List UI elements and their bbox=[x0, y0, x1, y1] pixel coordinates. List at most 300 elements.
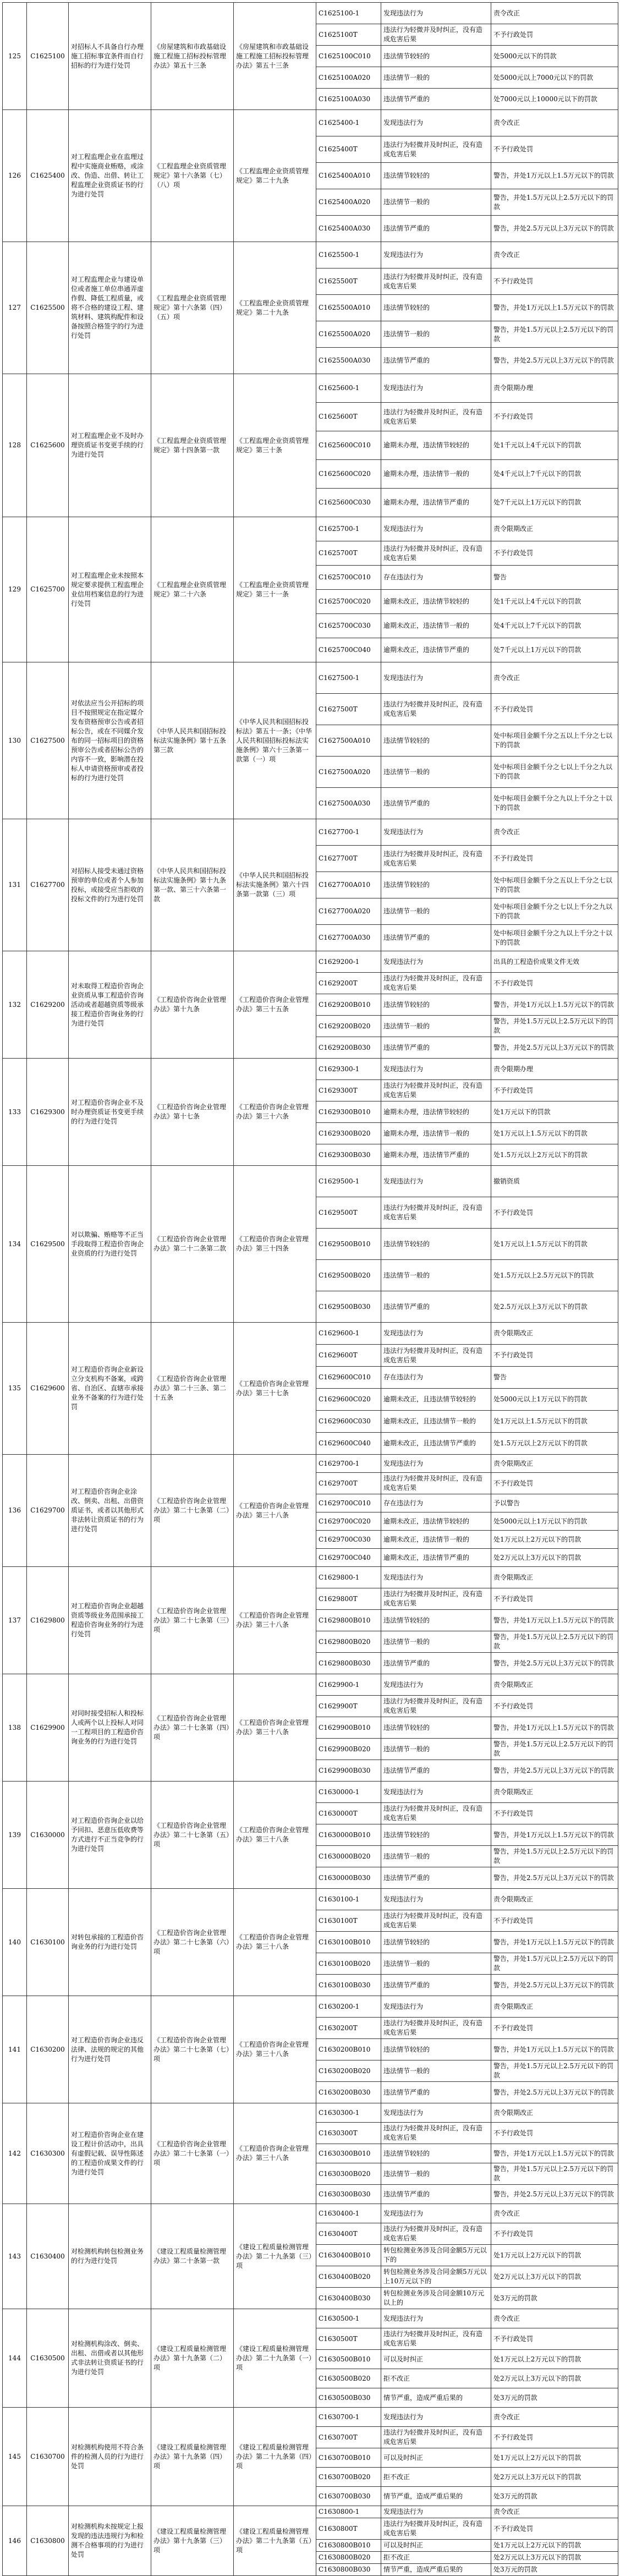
table-row bbox=[3, 2103, 618, 2123]
sub-item-code: C1630100T bbox=[316, 1910, 381, 1932]
table-row bbox=[3, 1455, 618, 1473]
item-name: 对工程造价咨询企业以给予回扣、恶意压低收费等方式进行不正当竞争的行为进行处罚 bbox=[69, 1782, 151, 1889]
item-number: 140 bbox=[3, 1889, 27, 1996]
sub-item-code: C1625500A030 bbox=[316, 348, 381, 374]
penalty-standard: 责令改正 bbox=[491, 819, 618, 846]
sub-item-code: C1630300B010 bbox=[316, 2144, 381, 2163]
penalty-standard: 不予行政处罚 bbox=[491, 1197, 618, 1229]
penalty-standard: 处2.5万元以上3万元以下的罚款 bbox=[491, 1291, 618, 1323]
penalty-standard: 处2万元以上3万元以下的罚款 bbox=[491, 1549, 618, 1567]
violation-circumstance: 逾期未改正，违法情节一般的 bbox=[381, 1531, 491, 1549]
item-number: 128 bbox=[3, 374, 27, 517]
penalty-basis: 《工程监理企业资质管理规定》第二十九条 bbox=[234, 110, 316, 242]
penalty-basis: 《工程监理企业资质管理规定》第三十一条 bbox=[234, 517, 316, 662]
table-row bbox=[3, 2204, 618, 2223]
penalty-standard: 警告，并处1万元以上1.5万元以下的罚款 bbox=[491, 994, 618, 1016]
violation-circumstance: 违法行为轻微并及时纠正，没有造成危害后果 bbox=[381, 1588, 491, 1610]
penalty-standard: 处1万元以上1.5万元以下的罚款 bbox=[491, 1123, 618, 1144]
item-number: 134 bbox=[3, 1166, 27, 1323]
penalty-standard: 处1万元以上2万元以下的罚款 bbox=[491, 1531, 618, 1549]
penalty-standard: 不予行政处罚 bbox=[491, 541, 618, 566]
penalty-standard: 不予行政处罚 bbox=[491, 2518, 618, 2540]
item-code: C1630700 bbox=[27, 2408, 69, 2506]
table-row bbox=[3, 1996, 618, 2018]
violation-circumstance: 转包检测业务涉及合同金额10万元以上的 bbox=[381, 2288, 491, 2309]
violation-basis: 《工程监理企业资质管理规定》第十六条第（四）（五）项 bbox=[151, 242, 234, 374]
sub-item-code: C1625500A020 bbox=[316, 321, 381, 348]
sub-item-code: C1630300B020 bbox=[316, 2163, 381, 2185]
penalty-basis: 《建设工程质量检测管理办法》第二十九条第（五）项 bbox=[234, 2506, 316, 2576]
penalty-standard: 处3万元的罚款 bbox=[491, 2487, 618, 2506]
violation-circumstance: 发现违法行为 bbox=[381, 1782, 491, 1803]
penalty-basis: 《工程造价咨询企业管理办法》第三十八条 bbox=[234, 1567, 316, 1674]
sub-item-code: C1625600C030 bbox=[316, 489, 381, 517]
table-row bbox=[3, 1567, 618, 1588]
sub-item-code: C1630500T bbox=[316, 2328, 381, 2350]
violation-circumstance: 违法情节一般的 bbox=[381, 321, 491, 348]
penalty-standard: 处中标项目金额千分之五以上千分之七以下的罚款 bbox=[491, 872, 618, 898]
violation-circumstance: 发现违法行为 bbox=[381, 951, 491, 973]
penalty-basis: 《工程造价咨询企业管理办法》第三十六条 bbox=[234, 1059, 316, 1166]
sub-item-code: C1629800B030 bbox=[316, 1653, 381, 1674]
penalty-basis: 《工程造价咨询企业管理办法》第三十八条 bbox=[234, 1455, 316, 1567]
violation-circumstance: 违法情节一般的 bbox=[381, 1953, 491, 1975]
penalty-standard: 责令限期改正 bbox=[491, 1996, 618, 2018]
penalty-standard: 处3万元的罚款 bbox=[491, 2388, 618, 2408]
violation-circumstance: 违法情节严重的 bbox=[381, 89, 491, 110]
sub-item-code: C1630000B030 bbox=[316, 1867, 381, 1889]
sub-item-code: C1630500B020 bbox=[316, 2369, 381, 2388]
violation-basis: 《建设工程质量检测管理办法》第二十条第一款 bbox=[151, 2204, 234, 2309]
sub-item-code: C1625500-1 bbox=[316, 242, 381, 268]
penalty-standard: 警告，并处2.5万元以上3万元以下的罚款 bbox=[491, 1037, 618, 1059]
item-number: 138 bbox=[3, 1674, 27, 1782]
item-name: 对招标人不具备自行办理施工招标事宜条件而自行招标的行为进行处罚 bbox=[69, 3, 151, 110]
item-number: 133 bbox=[3, 1059, 27, 1166]
penalty-basis: 《工程造价咨询企业管理办法》第三十七条 bbox=[234, 1323, 316, 1455]
violation-circumstance: 情节严重，造成严重后果的 bbox=[381, 2388, 491, 2408]
violation-circumstance: 违法行为轻微并及时纠正，没有造成危害后果 bbox=[381, 268, 491, 295]
penalty-standard: 处1万元以上1.5万元以下的罚款 bbox=[491, 1229, 618, 1260]
table-row bbox=[3, 1889, 618, 1910]
sub-item-code: C1629500-1 bbox=[316, 1166, 381, 1197]
sub-item-code: C1629700C040 bbox=[316, 1549, 381, 1567]
table-row bbox=[3, 374, 618, 403]
violation-circumstance: 违法情节一般的 bbox=[381, 189, 491, 216]
sub-item-code: C1625400-1 bbox=[316, 110, 381, 136]
violation-circumstance: 发现违法行为 bbox=[381, 2506, 491, 2518]
penalty-standard: 处中标项目金额千分之九以上千分之十以下的罚款 bbox=[491, 788, 618, 819]
penalty-standard: 处1万元以上2万元以下的罚款 bbox=[491, 2350, 618, 2369]
penalty-basis: 《中华人民共和国招标投标法实施条例》第六十四条第一款第（三）项 bbox=[234, 819, 316, 951]
sub-item-code: C1630300-1 bbox=[316, 2103, 381, 2123]
violation-basis: 《工程造价咨询企业管理办法》第二十七条第（三）项 bbox=[151, 1567, 234, 1674]
violation-circumstance: 违法情节一般的 bbox=[381, 2163, 491, 2185]
violation-circumstance: 违法情节严重的 bbox=[381, 348, 491, 374]
violation-circumstance: 可以及时纠正 bbox=[381, 2540, 491, 2552]
item-number: 126 bbox=[3, 110, 27, 242]
violation-circumstance: 违法行为轻微并及时纠正，没有造成危害后果 bbox=[381, 1696, 491, 1717]
sub-item-code: C1627500T bbox=[316, 694, 381, 725]
violation-circumstance: 发现违法行为 bbox=[381, 1674, 491, 1696]
sub-item-code: C1630700B010 bbox=[316, 2448, 381, 2468]
violation-circumstance: 存在违法行为 bbox=[381, 1367, 491, 1389]
sub-item-code: C1625400A030 bbox=[316, 216, 381, 242]
sub-item-code: C1630700T bbox=[316, 2427, 381, 2448]
sub-item-code: C1629900T bbox=[316, 1696, 381, 1717]
violation-circumstance: 违法情节较轻的 bbox=[381, 46, 491, 67]
penalty-standard: 不予行政处罚 bbox=[491, 2223, 618, 2245]
sub-item-code: C1630400B030 bbox=[316, 2288, 381, 2309]
sub-item-code: C1629500B020 bbox=[316, 1260, 381, 1291]
penalty-standard: 警告，并处2.5万元以上3万元以下的罚款 bbox=[491, 2185, 618, 2204]
violation-basis: 《工程造价咨询企业管理办法》第十九条 bbox=[151, 951, 234, 1059]
violation-circumstance: 违法情节一般的 bbox=[381, 67, 491, 89]
penalty-standard: 处1万元以上1.5万元以下的罚款 bbox=[491, 1411, 618, 1433]
penalty-standard: 处1万元以上2万元以下的罚款 bbox=[491, 2245, 618, 2266]
sub-item-code: C1625100T bbox=[316, 24, 381, 46]
violation-circumstance: 拒不改正 bbox=[381, 2552, 491, 2564]
sub-item-code: C1630400-1 bbox=[316, 2204, 381, 2223]
violation-circumstance: 违法行为轻微并及时纠正，没有造成危害后果 bbox=[381, 973, 491, 994]
penalty-standard: 警告 bbox=[491, 566, 618, 590]
violation-basis: 《建设工程质量检测管理办法》第十九条第（四）项 bbox=[151, 2408, 234, 2506]
table-row bbox=[3, 2506, 618, 2518]
violation-circumstance: 逾期未改正，违法情节严重的 bbox=[381, 638, 491, 662]
penalty-standard: 警告，并处1万元以上1.5万元以下的罚款 bbox=[491, 295, 618, 321]
penalty-standard: 出具的工程造价成果文件无效 bbox=[491, 951, 618, 973]
sub-item-code: C1629600C020 bbox=[316, 1389, 381, 1411]
sub-item-code: C1630100-1 bbox=[316, 1889, 381, 1910]
sub-item-code: C1630100B010 bbox=[316, 1932, 381, 1953]
penalty-standard: 处中标项目金额千分之七以上千分之九以下的罚款 bbox=[491, 898, 618, 925]
violation-circumstance: 违法情节一般的 bbox=[381, 1739, 491, 1760]
violation-circumstance: 违法情节较轻的 bbox=[381, 1610, 491, 1631]
item-code: C1629800 bbox=[27, 1567, 69, 1674]
item-name: 对工程监理企业与建设单位或者施工单位串通弄虚作假、降低工程质量，或将不合格的建设工程、建筑材料、建筑构配件和设备按照合格签字的行为进行处罚 bbox=[69, 242, 151, 374]
table-row bbox=[3, 1323, 618, 1345]
table-body bbox=[3, 3, 618, 2576]
penalty-standard: 不予行政处罚 bbox=[491, 1345, 618, 1367]
violation-basis: 《中华人民共和国招标投标法实施条例》第十九条第一款、第三十六条第一款 bbox=[151, 819, 234, 951]
violation-circumstance: 违法情节严重的 bbox=[381, 2185, 491, 2204]
sub-item-code: C1629300B030 bbox=[316, 1144, 381, 1166]
item-number: 129 bbox=[3, 517, 27, 662]
penalty-basis: 《工程造价咨询企业管理办法》第三十四条 bbox=[234, 1166, 316, 1323]
violation-circumstance: 违法情节较轻的 bbox=[381, 163, 491, 189]
violation-circumstance: 逾期未改正，且违法情节严重的 bbox=[381, 1433, 491, 1455]
sub-item-code: C1630400B010 bbox=[316, 2245, 381, 2266]
violation-basis: 《工程造价咨询企业管理办法》第二十七条第（四）项 bbox=[151, 1674, 234, 1782]
item-number: 136 bbox=[3, 1455, 27, 1567]
sub-item-code: C1625100A020 bbox=[316, 67, 381, 89]
violation-circumstance: 发现违法行为 bbox=[381, 1889, 491, 1910]
penalty-standard: 警告，并处1.5万元以上2.5万元以下的罚款 bbox=[491, 2060, 618, 2082]
penalty-standard: 警告，并处1万元以上1.5万元以下的罚款 bbox=[491, 1717, 618, 1739]
penalty-standard: 责令限期改正 bbox=[491, 1782, 618, 1803]
sub-item-code: C1630800T bbox=[316, 2518, 381, 2540]
item-name: 对工程造价咨询企业不及时办理资质证书变更手续的行为进行处罚 bbox=[69, 1059, 151, 1166]
penalty-standard: 不予行政处罚 bbox=[491, 2018, 618, 2039]
penalty-standard: 处4千元以上7千元以下的罚款 bbox=[491, 460, 618, 489]
item-code: C1629600 bbox=[27, 1323, 69, 1455]
violation-circumstance: 发现违法行为 bbox=[381, 2309, 491, 2328]
penalty-standard: 责令改正 bbox=[491, 3, 618, 24]
penalty-basis: 《工程造价咨询企业管理办法》第三十八条 bbox=[234, 1782, 316, 1889]
sub-item-code: C1629600-1 bbox=[316, 1323, 381, 1345]
violation-circumstance: 违法情节一般的 bbox=[381, 757, 491, 788]
sub-item-code: C1629600C040 bbox=[316, 1433, 381, 1455]
sub-item-code: C1629700C010 bbox=[316, 1494, 381, 1512]
sub-item-code: C1629300T bbox=[316, 1080, 381, 1101]
violation-circumstance: 违法行为轻微并及时纠正，没有造成危害后果 bbox=[381, 1345, 491, 1367]
violation-circumstance: 违法行为轻微并及时纠正，没有造成危害后果 bbox=[381, 1197, 491, 1229]
table-row bbox=[3, 1059, 618, 1080]
penalty-standard: 责令改正 bbox=[491, 2506, 618, 2518]
sub-item-code: C1630200T bbox=[316, 2018, 381, 2039]
penalty-standard: 责令改正 bbox=[491, 662, 618, 694]
violation-basis: 《工程造价咨询企业管理办法》第十七条 bbox=[151, 1059, 234, 1166]
penalty-standard: 警告，并处2.5万元以上3万元以下的罚款 bbox=[491, 216, 618, 242]
sub-item-code: C1625700-1 bbox=[316, 517, 381, 541]
penalty-standard: 责令限期改正 bbox=[491, 2103, 618, 2123]
penalty-standard: 责令改正 bbox=[491, 2204, 618, 2223]
item-code: C1627700 bbox=[27, 819, 69, 951]
table-row bbox=[3, 951, 618, 973]
table-row bbox=[3, 1674, 618, 1696]
penalty-standard: 处7千元以上1万元以下的罚款 bbox=[491, 638, 618, 662]
penalty-basis: 《工程造价咨询企业管理办法》第三十八条 bbox=[234, 1889, 316, 1996]
item-code: C1625100 bbox=[27, 3, 69, 110]
penalty-standard: 警告，并处1.5万元以上2.5万元以下的罚款 bbox=[491, 189, 618, 216]
violation-basis: 《工程造价咨询企业管理办法》第二十三条、第二十五条 bbox=[151, 1323, 234, 1455]
penalty-standard: 不予行政处罚 bbox=[491, 973, 618, 994]
penalty-standard: 不予行政处罚 bbox=[491, 2328, 618, 2350]
item-code: C1625400 bbox=[27, 110, 69, 242]
item-code: C1629900 bbox=[27, 1674, 69, 1782]
violation-circumstance: 逾期未改正，违法情节较轻的 bbox=[381, 1512, 491, 1531]
violation-circumstance: 逾期未改正，且违法情节较轻的 bbox=[381, 1389, 491, 1411]
violation-circumstance: 违法行为轻微并及时纠正，没有造成危害后果 bbox=[381, 2018, 491, 2039]
violation-circumstance: 违法行为轻微并及时纠正，没有造成危害后果 bbox=[381, 1080, 491, 1101]
penalty-standard: 处1千元以上4千元以下的罚款 bbox=[491, 590, 618, 614]
item-code: C1630500 bbox=[27, 2309, 69, 2408]
sub-item-code: C1629700T bbox=[316, 1473, 381, 1494]
sub-item-code: C1625700C020 bbox=[316, 590, 381, 614]
penalty-standard: 处7千元以上1万元以下的罚款 bbox=[491, 489, 618, 517]
sub-item-code: C1629200T bbox=[316, 973, 381, 994]
violation-circumstance: 逾期未改正，违法情节一般的 bbox=[381, 614, 491, 638]
sub-item-code: C1625600-1 bbox=[316, 374, 381, 403]
penalty-basis: 《建设工程质量检测管理办法》第二十九条第（三）项 bbox=[234, 2204, 316, 2309]
penalty-standard: 不予行政处罚 bbox=[491, 1910, 618, 1932]
sub-item-code: C1629500B030 bbox=[316, 1291, 381, 1323]
sub-item-code: C1630200-1 bbox=[316, 1996, 381, 2018]
item-code: C1625600 bbox=[27, 374, 69, 517]
violation-circumstance: 转包检测业务涉及合同金额5万元以上10万元以下的 bbox=[381, 2266, 491, 2288]
penalty-standard: 警告，并处2.5万元以上3万元以下的罚款 bbox=[491, 1867, 618, 1889]
violation-circumstance: 违法情节严重的 bbox=[381, 1867, 491, 1889]
violation-circumstance: 违法情节严重的 bbox=[381, 1653, 491, 1674]
item-number: 131 bbox=[3, 819, 27, 951]
penalty-standard: 不予行政处罚 bbox=[491, 268, 618, 295]
item-number: 141 bbox=[3, 1996, 27, 2103]
sub-item-code: C1625600C010 bbox=[316, 431, 381, 460]
sub-item-code: C1625700C010 bbox=[316, 566, 381, 590]
violation-circumstance: 违法情节较轻的 bbox=[381, 2039, 491, 2060]
sub-item-code: C1629700C030 bbox=[316, 1531, 381, 1549]
violation-circumstance: 逾期未改正，违法情节较轻的 bbox=[381, 590, 491, 614]
item-code: C1625500 bbox=[27, 242, 69, 374]
violation-circumstance: 违法行为轻微并及时纠正，没有造成危害后果 bbox=[381, 2123, 491, 2144]
penalty-standard: 责令限期改正 bbox=[491, 1323, 618, 1345]
item-name: 对工程监理企业不及时办理资质证书变更手续的行为进行处罚 bbox=[69, 374, 151, 517]
penalty-standard: 不予行政处罚 bbox=[491, 694, 618, 725]
penalty-standard: 处1.5万元以上2万元以下的罚款 bbox=[491, 1144, 618, 1166]
violation-basis: 《建设工程质量检测管理办法》第十九条第（三）项 bbox=[151, 2506, 234, 2576]
violation-circumstance: 可以及时纠正 bbox=[381, 2350, 491, 2369]
violation-circumstance: 违法情节一般的 bbox=[381, 1846, 491, 1867]
penalty-standard: 责令限期改正 bbox=[491, 1455, 618, 1473]
penalty-standard: 处1.5万元以上2万元以下的罚款 bbox=[491, 1433, 618, 1455]
item-name: 对工程造价咨询企业违反法律、法规的规定的其他行为进行处罚 bbox=[69, 1996, 151, 2103]
violation-basis: 《工程造价咨询企业管理办法》第二十七条第（六）项 bbox=[151, 1889, 234, 1996]
sub-item-code: C1627500A030 bbox=[316, 788, 381, 819]
violation-circumstance: 违法行为轻微并及时纠正，没有造成危害后果 bbox=[381, 136, 491, 163]
penalty-standard: 不予行政处罚 bbox=[491, 1080, 618, 1101]
penalty-standard: 警告，并处2.5万元以上3万元以下的罚款 bbox=[491, 348, 618, 374]
penalty-standard: 警告，并处1.5万元以上2.5万元以下的罚款 bbox=[491, 321, 618, 348]
violation-circumstance: 存在违法行为 bbox=[381, 566, 491, 590]
sub-item-code: C1627500A010 bbox=[316, 725, 381, 757]
item-number: 137 bbox=[3, 1567, 27, 1674]
penalty-standard: 警告，并处2.5万元以上3万元以下的罚款 bbox=[491, 1653, 618, 1674]
sub-item-code: C1629600C010 bbox=[316, 1367, 381, 1389]
sub-item-code: C1627700A010 bbox=[316, 872, 381, 898]
sub-item-code: C1625700T bbox=[316, 541, 381, 566]
violation-basis: 《工程造价咨询企业管理办法》第二十七条第（五）项 bbox=[151, 1782, 234, 1889]
penalty-basis: 《工程造价咨询企业管理办法》第三十八条 bbox=[234, 1674, 316, 1782]
penalty-basis: 《中华人民共和国招标投标法》第五十一条；《中华人民共和国招标投标法实施条例》第六十三条第一款第（一）项 bbox=[234, 662, 316, 819]
violation-circumstance: 逾期未办理，违法情节严重的 bbox=[381, 489, 491, 517]
item-name: 对依法应当公开招标的项目不按照规定在指定媒介发布资格预审公告或者招标公告，或在不同媒介发布的同一招标项目的资格预审公告或者招标公告的内容不一致，影响潜在投标人申请资格预审或者投标的行为进行处罚 bbox=[69, 662, 151, 819]
violation-basis: 《工程监理企业资质管理规定》第十四条第一款 bbox=[151, 374, 234, 517]
sub-item-code: C1629200-1 bbox=[316, 951, 381, 973]
sub-item-code: C1630800B020 bbox=[316, 2552, 381, 2564]
penalty-basis: 《工程造价咨询企业管理办法》第三十五条 bbox=[234, 951, 316, 1059]
violation-circumstance: 违法情节一般的 bbox=[381, 1631, 491, 1653]
penalty-standard: 处1.5万元以上2.5万元以下的罚款 bbox=[491, 1260, 618, 1291]
sub-item-code: C1629800B010 bbox=[316, 1610, 381, 1631]
sub-item-code: C1629200B010 bbox=[316, 994, 381, 1016]
penalty-standard: 责令限期改正 bbox=[491, 1567, 618, 1588]
table-row bbox=[3, 110, 618, 136]
penalty-standard: 不予行政处罚 bbox=[491, 2427, 618, 2448]
sub-item-code: C1625600C020 bbox=[316, 460, 381, 489]
item-name: 对未取得工程造价咨询企业资质从事工程造价咨询活动或者超越资质等级承接工程造价咨询业务的行为进行处罚 bbox=[69, 951, 151, 1059]
sub-item-code: C1625500A010 bbox=[316, 295, 381, 321]
violation-basis: 《工程监理企业资质管理规定》第十六条第（七）（八）项 bbox=[151, 110, 234, 242]
item-number: 127 bbox=[3, 242, 27, 374]
item-name: 对同时接受招标人和投标人或两个以上投标人对同一工程项目的工程造价咨询业务的行为进行处罚 bbox=[69, 1674, 151, 1782]
sub-item-code: C1629800B020 bbox=[316, 1631, 381, 1653]
penalty-standard: 不予行政处罚 bbox=[491, 1803, 618, 1824]
sub-item-code: C1630200B020 bbox=[316, 2060, 381, 2082]
sub-item-code: C1630700-1 bbox=[316, 2408, 381, 2427]
penalty-standard: 处7000元以上10000元以下的罚款 bbox=[491, 89, 618, 110]
violation-circumstance: 违法情节严重的 bbox=[381, 1037, 491, 1059]
item-code: C1630400 bbox=[27, 2204, 69, 2309]
item-name: 对工程监理企业在监理过程中实施商业贿赂，或涂改、伪造、出借、转让工程监理企业资质证书的行为进行处罚 bbox=[69, 110, 151, 242]
penalty-standard: 处1千元以上4千元以下的罚款 bbox=[491, 431, 618, 460]
penalty-standard: 处3万元的罚款 bbox=[491, 2564, 618, 2576]
violation-circumstance: 发现违法行为 bbox=[381, 110, 491, 136]
item-code: C1630200 bbox=[27, 1996, 69, 2103]
violation-circumstance: 发现违法行为 bbox=[381, 517, 491, 541]
item-code: C1629200 bbox=[27, 951, 69, 1059]
violation-circumstance: 违法情节较轻的 bbox=[381, 1932, 491, 1953]
sub-item-code: C1625700C040 bbox=[316, 638, 381, 662]
penalty-basis: 《工程造价咨询企业管理办法》第三十八条 bbox=[234, 2103, 316, 2204]
violation-basis: 《工程造价咨询企业管理办法》第二十七条第（二）项 bbox=[151, 1455, 234, 1567]
violation-circumstance: 违法情节严重的 bbox=[381, 1975, 491, 1996]
violation-circumstance: 发现违法行为 bbox=[381, 374, 491, 403]
violation-circumstance: 违法情节较轻的 bbox=[381, 994, 491, 1016]
sub-item-code: C1625100-1 bbox=[316, 3, 381, 24]
penalty-standard: 不予行政处罚 bbox=[491, 1696, 618, 1717]
violation-circumstance: 违法情节严重的 bbox=[381, 1760, 491, 1782]
sub-item-code: C1627500A020 bbox=[316, 757, 381, 788]
penalty-standard: 警告，并处1万元以上1.5万元以下的罚款 bbox=[491, 1932, 618, 1953]
sub-item-code: C1625400T bbox=[316, 136, 381, 163]
penalty-standard: 警告，并处1万元以上1.5万元以下的罚款 bbox=[491, 2039, 618, 2060]
item-code: C1629500 bbox=[27, 1166, 69, 1323]
violation-circumstance: 违法情节较轻的 bbox=[381, 872, 491, 898]
table-row bbox=[3, 517, 618, 541]
penalty-standard: 予以警告 bbox=[491, 1494, 618, 1512]
item-code: C1630000 bbox=[27, 1782, 69, 1889]
sub-item-code: C1630000B020 bbox=[316, 1846, 381, 1867]
sub-item-code: C1625500T bbox=[316, 268, 381, 295]
violation-basis: 《工程造价咨询企业管理办法》第二十七条第（一）项 bbox=[151, 2103, 234, 2204]
violation-circumstance: 违法情节较轻的 bbox=[381, 1229, 491, 1260]
violation-basis: 《建设工程质量检测管理办法》第十九条第（二）项 bbox=[151, 2309, 234, 2408]
penalty-standard: 处1万元以下的罚款 bbox=[491, 1101, 618, 1123]
item-name: 对工程造价咨询企业超越资质等级业务范围承接工程造价咨询业务的行为进行处罚 bbox=[69, 1567, 151, 1674]
violation-circumstance: 违法情节严重的 bbox=[381, 1291, 491, 1323]
sub-item-code: C1625100C010 bbox=[316, 46, 381, 67]
violation-circumstance: 违法情节较轻的 bbox=[381, 2144, 491, 2163]
sub-item-code: C1630400T bbox=[316, 2223, 381, 2245]
violation-circumstance: 违法行为轻微并及时纠正，没有造成危害后果 bbox=[381, 2223, 491, 2245]
violation-circumstance: 发现违法行为 bbox=[381, 2103, 491, 2123]
penalty-standard: 不予行政处罚 bbox=[491, 1588, 618, 1610]
penalty-standard: 处中标项目金额千分之七以上千分之九以下的罚款 bbox=[491, 757, 618, 788]
item-number: 139 bbox=[3, 1782, 27, 1889]
penalty-standard: 警告，并处2.5万元以上3万元以下的罚款 bbox=[491, 1975, 618, 1996]
table-row bbox=[3, 1782, 618, 1803]
violation-basis: 《房屋建筑和市政基础设施工程施工招标投标管理办法》第五十三条 bbox=[151, 3, 234, 110]
sub-item-code: C1629300-1 bbox=[316, 1059, 381, 1080]
violation-circumstance: 发现违法行为 bbox=[381, 1455, 491, 1473]
item-code: C1629300 bbox=[27, 1059, 69, 1166]
penalty-standard: 责令限期改正 bbox=[491, 517, 618, 541]
item-name: 对工程监理企业未按照本规定要求提供工程监理企业信用档案信息的行为进行处罚 bbox=[69, 517, 151, 662]
penalty-standard: 警告，并处1万元以上1.5万元以下的罚款 bbox=[491, 1824, 618, 1846]
penalty-standard: 不予行政处罚 bbox=[491, 136, 618, 163]
violation-circumstance: 违法行为轻微并及时纠正，没有造成危害后果 bbox=[381, 2427, 491, 2448]
penalty-standard: 警告，并处1.5万元以上2.5万元以下的罚款 bbox=[491, 2163, 618, 2185]
